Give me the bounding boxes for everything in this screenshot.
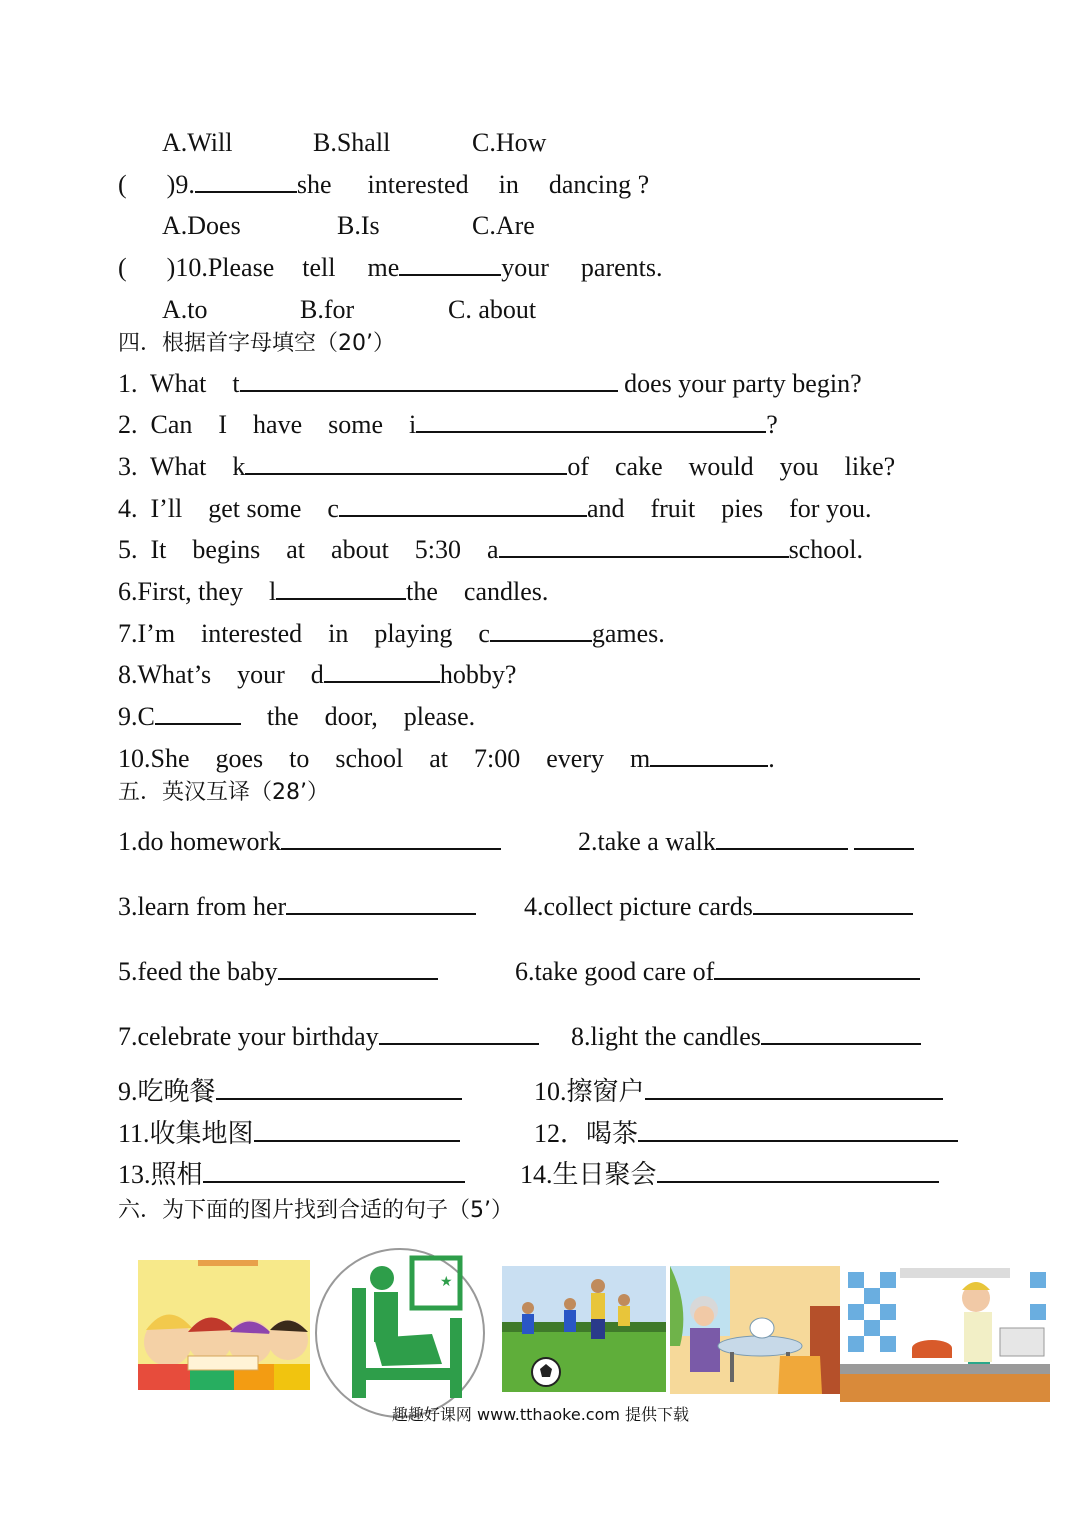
fill-item xyxy=(118,534,863,566)
answer-blank[interactable] xyxy=(399,252,501,276)
item-text: 13.照相 xyxy=(118,1160,203,1189)
fill-item xyxy=(118,451,895,483)
item-text: 8.What’s your d xyxy=(118,660,324,689)
q10-option-c: C. about xyxy=(448,295,537,324)
section-6-title: 六．为下面的图片找到合适的句子（5’） xyxy=(118,1198,513,1223)
answer-blank[interactable] xyxy=(499,534,789,558)
item-text: 9.吃晚餐 xyxy=(118,1077,216,1106)
footer-text: 趣趣好课网 www.tthaoke.com 提供下载 xyxy=(391,1405,690,1424)
answer-blank[interactable] xyxy=(854,826,914,850)
translate-item xyxy=(578,826,914,858)
item-text: 11.收集地图 xyxy=(118,1119,254,1148)
item-text: . xyxy=(768,744,775,773)
q8-option-b: B.Shall xyxy=(313,128,391,157)
translate-item xyxy=(534,1076,943,1108)
answer-blank[interactable] xyxy=(254,1118,460,1142)
item-text: of cake would you like? xyxy=(567,452,896,481)
question-number: )9. xyxy=(166,170,195,199)
word: me xyxy=(367,253,400,282)
item-text: 5.feed the baby xyxy=(118,957,278,986)
answer-blank[interactable] xyxy=(657,1159,939,1183)
section-5-title: 五．英汉互译（28’） xyxy=(118,780,329,805)
q9-option-c: C.Are xyxy=(472,211,535,240)
item-text: 12．喝茶 xyxy=(534,1119,639,1148)
answer-blank[interactable] xyxy=(276,576,406,600)
item-text: 2.take a walk xyxy=(578,827,716,856)
answer-paren-open: ( xyxy=(118,253,127,282)
translate-item xyxy=(524,891,913,923)
translate-item xyxy=(118,826,501,858)
fill-item xyxy=(118,618,665,650)
item-text: 1. What t xyxy=(118,369,240,398)
item-text: 8.light the candles xyxy=(571,1022,761,1051)
item-text: 6.First, they l xyxy=(118,577,277,606)
answer-blank[interactable] xyxy=(324,659,440,683)
item-text: does your party begin? xyxy=(617,369,862,398)
translate-item xyxy=(571,1021,921,1053)
word: your xyxy=(501,253,549,282)
answer-blank[interactable] xyxy=(245,451,567,475)
pictures-row xyxy=(0,1240,1081,1410)
word: she xyxy=(296,170,332,199)
item-text: school. xyxy=(788,535,863,564)
q9-option-b: B.Is xyxy=(337,211,380,240)
translate-item xyxy=(118,1021,539,1053)
answer-blank[interactable] xyxy=(195,169,297,193)
translate-item xyxy=(118,1118,460,1150)
item-text: 7.celebrate your birthday xyxy=(118,1022,379,1051)
item-text: 2. Can I have some i xyxy=(118,410,417,439)
answer-blank[interactable] xyxy=(216,1076,462,1100)
item-text: 10.She goes to school at 7:00 every m xyxy=(118,744,651,773)
item-text: games. xyxy=(591,619,665,648)
answer-blank[interactable] xyxy=(650,743,768,767)
answer-blank[interactable] xyxy=(339,493,587,517)
q9-option-a: A.Does xyxy=(162,211,241,240)
word: dancing ? xyxy=(548,170,650,199)
word: tell xyxy=(302,253,336,282)
q8-option-a: A.Will xyxy=(162,128,233,157)
q8-option-c: C.How xyxy=(472,128,547,157)
translate-item xyxy=(515,956,920,988)
question-number: )10.Please xyxy=(166,253,275,282)
q10-option-b: B.for xyxy=(300,295,355,324)
answer-blank[interactable] xyxy=(155,701,241,725)
answer-blank[interactable] xyxy=(645,1076,943,1100)
answer-blank[interactable] xyxy=(278,956,438,980)
item-text: 6.take good care of xyxy=(515,957,715,986)
football-picture xyxy=(502,1266,666,1392)
answer-blank[interactable] xyxy=(714,956,920,980)
word: parents. xyxy=(580,253,663,282)
answer-blank[interactable] xyxy=(286,891,476,915)
answer-blank[interactable] xyxy=(203,1159,465,1183)
item-text: hobby? xyxy=(439,660,517,689)
answer-blank[interactable] xyxy=(761,1021,921,1045)
answer-blank[interactable] xyxy=(379,1021,539,1045)
word: in xyxy=(498,170,519,199)
translate-item xyxy=(118,956,438,988)
translate-item xyxy=(118,1159,465,1191)
svg-text:★: ★ xyxy=(440,1274,453,1290)
item-text: 7.I’m interested in playing c xyxy=(118,619,490,648)
fill-item xyxy=(118,743,775,775)
translate-item xyxy=(534,1118,958,1150)
answer-paren-open: ( xyxy=(118,170,127,199)
cooking-picture xyxy=(840,1268,1050,1402)
item-text: 4.collect picture cards xyxy=(524,892,753,921)
fill-item xyxy=(118,409,778,441)
item-text: the candles. xyxy=(406,577,549,606)
item-text: 14.生日聚会 xyxy=(520,1160,657,1189)
translate-item xyxy=(520,1159,939,1191)
fill-item xyxy=(118,701,475,733)
fill-item xyxy=(118,659,516,691)
answer-blank[interactable] xyxy=(416,409,766,433)
answer-blank[interactable] xyxy=(753,891,913,915)
section-4-title: 四．根据首字母填空（20’） xyxy=(118,331,395,356)
question-10 xyxy=(118,252,663,284)
item-text: ? xyxy=(766,410,778,439)
translate-item xyxy=(118,1076,462,1108)
item-text: 9.C xyxy=(118,702,155,731)
item-text: the door, please. xyxy=(240,702,476,731)
grandmother-tea-picture xyxy=(670,1266,840,1394)
item-text: 3. What k xyxy=(118,452,246,481)
answer-blank[interactable] xyxy=(716,826,848,850)
item-text: 4. I’ll get some c xyxy=(118,494,339,523)
answer-blank[interactable] xyxy=(281,826,501,850)
fill-item xyxy=(118,493,871,525)
translate-item xyxy=(118,891,476,923)
word: interested xyxy=(367,170,469,199)
answer-blank[interactable] xyxy=(240,368,618,392)
item-text: 10.擦窗户 xyxy=(534,1077,645,1106)
answer-blank[interactable] xyxy=(490,618,592,642)
sleeping-icon-picture xyxy=(312,1248,488,1418)
fill-item xyxy=(118,368,862,400)
fill-item xyxy=(118,576,548,608)
birthday-party-picture xyxy=(138,1260,310,1390)
item-text: 1.do homework xyxy=(118,827,282,856)
q10-option-a: A.to xyxy=(162,295,208,324)
question-9 xyxy=(118,169,649,201)
answer-blank[interactable] xyxy=(638,1118,958,1142)
item-text: 5. It begins at about 5:30 a xyxy=(118,535,499,564)
item-text: and fruit pies for you. xyxy=(586,494,872,523)
item-text: 3.learn from her xyxy=(118,892,287,921)
